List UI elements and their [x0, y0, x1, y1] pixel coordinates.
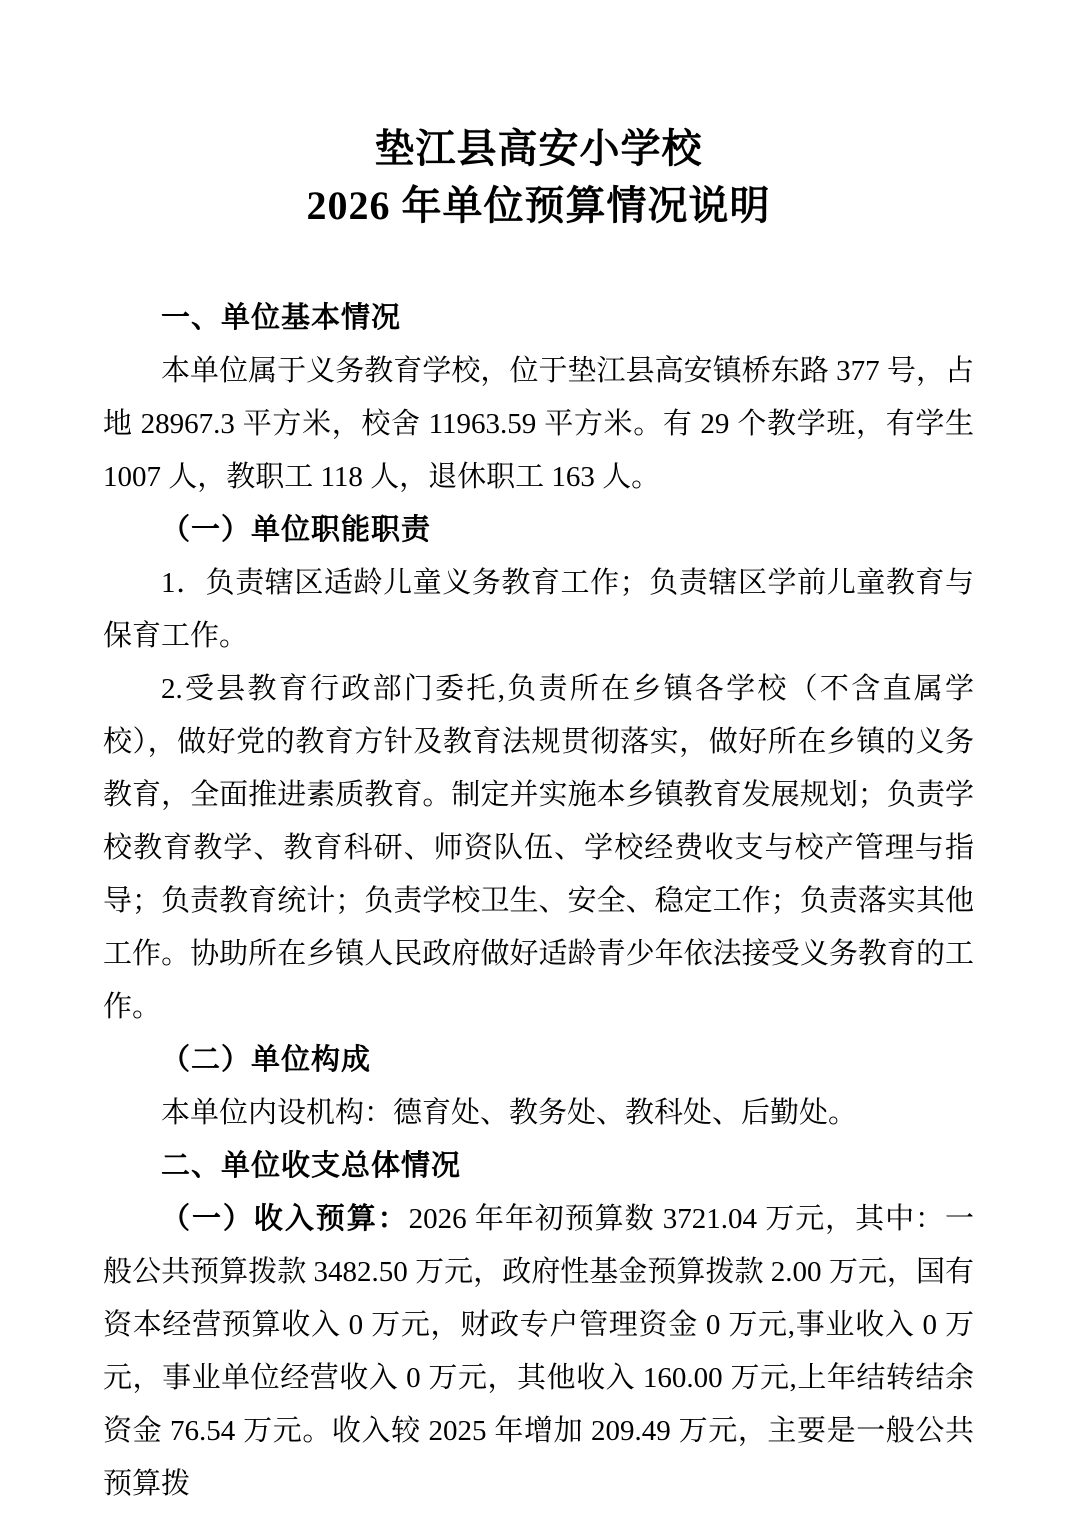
- income-budget-text: 2026 年年初预算数 3721.04 万元，其中：一般公共预算拨款 3482.50 万元，政府性基金预算拨款 2.00 万元，国有资本经营预算收入 0 万元，财政专户管理资金 0 万元,事业收入 0 万元，事业单位经营收入 0 万元，其他收入 160.00 万元,上年结转结余资金 76.54 万元。收入较 2025 年增加 209.49 万元，主要是一般公共预算拨: [103, 1203, 974, 1500]
- subsection-heading-duties: （一）单位职能职责: [161, 514, 432, 546]
- subsection-heading-composition: （二）单位构成: [161, 1044, 372, 1076]
- section-heading-basic-info: 一、单位基本情况: [161, 302, 402, 334]
- income-budget-lead: （一）收入预算：: [161, 1203, 409, 1235]
- paragraph-composition: 本单位内设机构：德育处、教务处、教科处、后勤处。: [161, 1097, 858, 1129]
- paragraph-duty-2: 2.受县教育行政部门委托,负责所在乡镇各学校（不含直属学校），做好党的教育方针及教育法规贯彻落实，做好所在乡镇的义务教育，全面推进素质教育。制定并实施本乡镇教育发展规划；负责学校教育教学、教育科研、师资队伍、学校经费收支与校产管理与指导；负责教育统计；负责学校卫生、安全、稳定工作；负责落实其他工作。协助所在乡镇人民政府做好适龄青少年依法接受义务教育的工作。: [103, 673, 974, 1023]
- paragraph-duty-1: 1．负责辖区适龄儿童义务教育工作；负责辖区学前儿童教育与保育工作。: [103, 567, 974, 652]
- document-title: [103, 120, 974, 234]
- section-heading-revenue-expenditure: 二、单位收支总体情况: [161, 1150, 462, 1182]
- document-body: [103, 292, 974, 1511]
- document-title-line-2: 2026 年单位预算情况说明: [306, 183, 771, 228]
- paragraph-income-budget: [103, 1193, 974, 1511]
- document-title-line-1: 垫江县高安小学校: [374, 126, 703, 171]
- paragraph-unit-intro: 本单位属于义务教育学校，位于垫江县高安镇桥东路 377 号，占地 28967.3 平方米，校舍 11963.59 平方米。有 29 个教学班，有学生 1007 人，教职工 118 人，退休职工 163 人。: [103, 355, 974, 493]
